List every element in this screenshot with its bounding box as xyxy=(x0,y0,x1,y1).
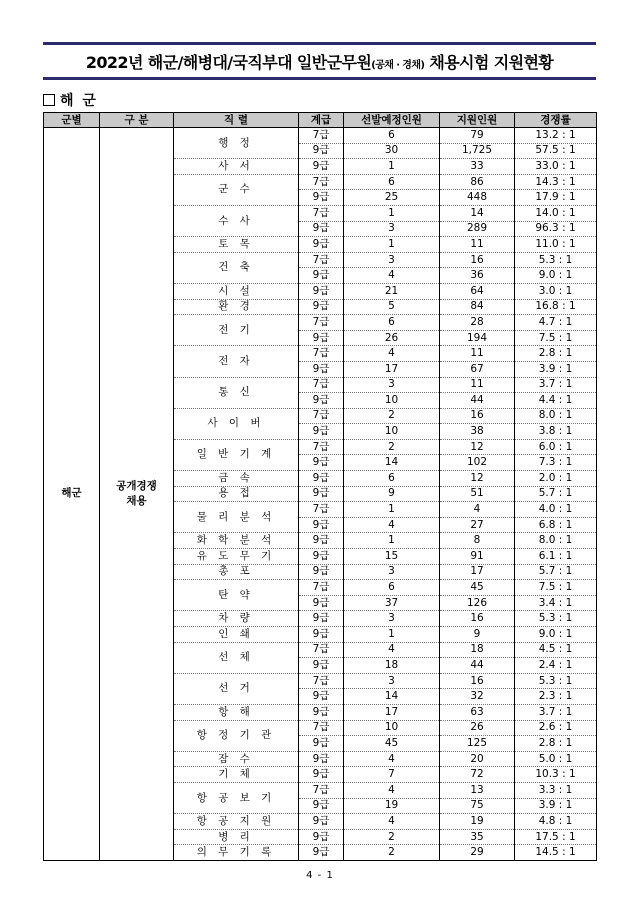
grade-cell: 7급 xyxy=(299,439,344,455)
title-sub: (공채 · 경채) xyxy=(371,60,425,71)
grade-cell: 9급 xyxy=(299,361,344,377)
applicants-cell: 20 xyxy=(440,751,515,767)
job-cell: 건 축 xyxy=(174,252,299,283)
ratio-cell: 3.9 : 1 xyxy=(515,798,597,814)
ratio-cell: 14.3 : 1 xyxy=(515,174,597,190)
planned-cell: 3 xyxy=(344,564,440,580)
grade-cell: 7급 xyxy=(299,720,344,736)
planned-cell: 4 xyxy=(344,751,440,767)
planned-cell: 3 xyxy=(344,377,440,393)
planned-cell: 9 xyxy=(344,486,440,502)
planned-cell: 1 xyxy=(344,159,440,175)
ratio-cell: 13.2 : 1 xyxy=(515,128,597,144)
job-cell: 행 정 xyxy=(174,128,299,159)
planned-cell: 10 xyxy=(344,393,440,409)
grade-cell: 9급 xyxy=(299,330,344,346)
grade-cell: 9급 xyxy=(299,424,344,440)
applicants-cell: 91 xyxy=(440,549,515,565)
page-title xyxy=(43,50,596,73)
header-planned: 선발예정인원 xyxy=(344,113,440,128)
job-cell: 금 속 xyxy=(174,471,299,487)
planned-cell: 10 xyxy=(344,720,440,736)
grade-cell: 9급 xyxy=(299,237,344,253)
applicants-cell: 33 xyxy=(440,159,515,175)
job-cell: 환 경 xyxy=(174,299,299,315)
section-title: 해 군 xyxy=(60,93,98,109)
planned-cell: 4 xyxy=(344,346,440,362)
planned-cell: 15 xyxy=(344,549,440,565)
table-body xyxy=(44,128,597,861)
grade-cell: 9급 xyxy=(299,845,344,861)
applicants-cell: 36 xyxy=(440,268,515,284)
ratio-cell: 4.0 : 1 xyxy=(515,502,597,518)
grade-cell: 9급 xyxy=(299,611,344,627)
applicants-cell: 17 xyxy=(440,564,515,580)
ratio-cell: 4.7 : 1 xyxy=(515,315,597,331)
ratio-cell: 5.3 : 1 xyxy=(515,611,597,627)
applicants-cell: 28 xyxy=(440,315,515,331)
applicants-cell: 63 xyxy=(440,704,515,720)
job-cell: 시 설 xyxy=(174,283,299,299)
job-cell: 항 정 기 관 xyxy=(174,720,299,751)
grade-cell: 9급 xyxy=(299,689,344,705)
header-job: 직 렬 xyxy=(174,113,299,128)
applicants-cell: 11 xyxy=(440,237,515,253)
grade-cell: 9급 xyxy=(299,767,344,783)
job-cell: 차 량 xyxy=(174,611,299,627)
category-line-2: 채용 xyxy=(126,494,147,507)
ratio-cell: 6.8 : 1 xyxy=(515,517,597,533)
ratio-cell: 3.9 : 1 xyxy=(515,361,597,377)
grade-cell: 7급 xyxy=(299,377,344,393)
ratio-cell: 3.8 : 1 xyxy=(515,424,597,440)
applicants-cell: 19 xyxy=(440,814,515,830)
ratio-cell: 16.8 : 1 xyxy=(515,299,597,315)
ratio-cell: 5.7 : 1 xyxy=(515,486,597,502)
job-cell: 잠 수 xyxy=(174,751,299,767)
applicants-cell: 1,725 xyxy=(440,143,515,159)
grade-cell: 9급 xyxy=(299,486,344,502)
job-cell: 탄 약 xyxy=(174,580,299,611)
grade-cell: 7급 xyxy=(299,252,344,268)
grade-cell: 9급 xyxy=(299,549,344,565)
ratio-cell: 33.0 : 1 xyxy=(515,159,597,175)
job-cell: 항 공 보 기 xyxy=(174,782,299,813)
ratio-cell: 4.8 : 1 xyxy=(515,814,597,830)
title-main-left: 2022년 해군/해병대/국직부대 일반군무원 xyxy=(85,53,372,72)
grade-cell: 9급 xyxy=(299,455,344,471)
grade-cell: 7급 xyxy=(299,315,344,331)
planned-cell: 14 xyxy=(344,455,440,471)
ratio-cell: 5.3 : 1 xyxy=(515,252,597,268)
applicants-cell: 194 xyxy=(440,330,515,346)
ratio-cell: 6.0 : 1 xyxy=(515,439,597,455)
applicants-cell: 13 xyxy=(440,782,515,798)
job-cell: 선 거 xyxy=(174,673,299,704)
title-main-right: 채용시험 지원현황 xyxy=(424,53,554,72)
grade-cell: 9급 xyxy=(299,595,344,611)
ratio-cell: 7.3 : 1 xyxy=(515,455,597,471)
ratio-cell: 2.4 : 1 xyxy=(515,658,597,674)
ratio-cell: 17.5 : 1 xyxy=(515,829,597,845)
applicants-cell: 26 xyxy=(440,720,515,736)
applicants-cell: 16 xyxy=(440,408,515,424)
planned-cell: 4 xyxy=(344,642,440,658)
applicants-cell: 16 xyxy=(440,611,515,627)
ratio-cell: 17.9 : 1 xyxy=(515,190,597,206)
applicants-cell: 102 xyxy=(440,455,515,471)
job-cell: 화 학 분 석 xyxy=(174,533,299,549)
ratio-cell: 2.3 : 1 xyxy=(515,689,597,705)
grade-cell: 7급 xyxy=(299,128,344,144)
grade-cell: 9급 xyxy=(299,299,344,315)
planned-cell: 4 xyxy=(344,268,440,284)
job-cell: 일 반 기 계 xyxy=(174,439,299,470)
applicants-cell: 14 xyxy=(440,205,515,221)
applicants-cell: 38 xyxy=(440,424,515,440)
ratio-cell: 3.3 : 1 xyxy=(515,782,597,798)
planned-cell: 6 xyxy=(344,315,440,331)
grade-cell: 7급 xyxy=(299,174,344,190)
job-cell: 병 리 xyxy=(174,829,299,845)
ratio-cell: 2.8 : 1 xyxy=(515,736,597,752)
header-ratio: 경쟁률 xyxy=(515,113,597,128)
planned-cell: 45 xyxy=(344,736,440,752)
grade-cell: 9급 xyxy=(299,829,344,845)
grade-cell: 7급 xyxy=(299,642,344,658)
ratio-cell: 4.5 : 1 xyxy=(515,642,597,658)
applicants-cell: 45 xyxy=(440,580,515,596)
planned-cell: 3 xyxy=(344,673,440,689)
section-heading xyxy=(43,90,98,110)
applicants-cell: 9 xyxy=(440,627,515,643)
grade-cell: 9급 xyxy=(299,159,344,175)
ratio-cell: 11.0 : 1 xyxy=(515,237,597,253)
grade-cell: 9급 xyxy=(299,627,344,643)
grade-cell: 9급 xyxy=(299,736,344,752)
ratio-cell: 5.0 : 1 xyxy=(515,751,597,767)
planned-cell: 5 xyxy=(344,299,440,315)
grade-cell: 9급 xyxy=(299,751,344,767)
job-cell: 사 이 버 xyxy=(174,408,299,439)
header-applicants: 지원인원 xyxy=(440,113,515,128)
planned-cell: 6 xyxy=(344,580,440,596)
ratio-cell: 4.4 : 1 xyxy=(515,393,597,409)
applicants-cell: 29 xyxy=(440,845,515,861)
planned-cell: 1 xyxy=(344,627,440,643)
applicants-cell: 67 xyxy=(440,361,515,377)
job-cell: 인 쇄 xyxy=(174,627,299,643)
applicants-cell: 79 xyxy=(440,128,515,144)
grade-cell: 9급 xyxy=(299,190,344,206)
applicants-cell: 11 xyxy=(440,377,515,393)
top-rule xyxy=(43,42,596,45)
job-cell: 토 목 xyxy=(174,237,299,253)
job-cell: 기 체 xyxy=(174,767,299,783)
applicant-table xyxy=(43,112,597,861)
grade-cell: 9급 xyxy=(299,268,344,284)
title-underline xyxy=(43,77,596,80)
table-header-row xyxy=(44,113,597,128)
grade-cell: 9급 xyxy=(299,533,344,549)
ratio-cell: 3.7 : 1 xyxy=(515,704,597,720)
job-cell: 의 무 기 록 xyxy=(174,845,299,861)
job-cell: 항 공 지 원 xyxy=(174,814,299,830)
grade-cell: 7급 xyxy=(299,502,344,518)
category-line-1: 공개경쟁 xyxy=(116,479,157,492)
branch-cell: 해군 xyxy=(44,128,100,861)
planned-cell: 6 xyxy=(344,471,440,487)
job-cell: 통 신 xyxy=(174,377,299,408)
ratio-cell: 7.5 : 1 xyxy=(515,330,597,346)
planned-cell: 10 xyxy=(344,424,440,440)
applicants-cell: 12 xyxy=(440,439,515,455)
applicants-cell: 75 xyxy=(440,798,515,814)
planned-cell: 14 xyxy=(344,689,440,705)
category-cell xyxy=(100,128,174,861)
grade-cell: 9급 xyxy=(299,393,344,409)
applicants-cell: 32 xyxy=(440,689,515,705)
applicants-cell: 16 xyxy=(440,673,515,689)
planned-cell: 3 xyxy=(344,221,440,237)
grade-cell: 9급 xyxy=(299,564,344,580)
planned-cell: 21 xyxy=(344,283,440,299)
ratio-cell: 57.5 : 1 xyxy=(515,143,597,159)
grade-cell: 9급 xyxy=(299,517,344,533)
grade-cell: 7급 xyxy=(299,782,344,798)
applicants-cell: 27 xyxy=(440,517,515,533)
applicants-cell: 72 xyxy=(440,767,515,783)
job-cell: 용 접 xyxy=(174,486,299,502)
applicants-cell: 126 xyxy=(440,595,515,611)
applicants-cell: 84 xyxy=(440,299,515,315)
applicants-cell: 11 xyxy=(440,346,515,362)
grade-cell: 7급 xyxy=(299,205,344,221)
planned-cell: 26 xyxy=(344,330,440,346)
ratio-cell: 9.0 : 1 xyxy=(515,627,597,643)
planned-cell: 1 xyxy=(344,533,440,549)
grade-cell: 9급 xyxy=(299,658,344,674)
applicants-cell: 289 xyxy=(440,221,515,237)
ratio-cell: 14.0 : 1 xyxy=(515,205,597,221)
job-cell: 전 자 xyxy=(174,346,299,377)
planned-cell: 6 xyxy=(344,174,440,190)
applicants-cell: 12 xyxy=(440,471,515,487)
applicants-cell: 8 xyxy=(440,533,515,549)
job-cell: 선 체 xyxy=(174,642,299,673)
planned-cell: 7 xyxy=(344,767,440,783)
applicants-cell: 125 xyxy=(440,736,515,752)
grade-cell: 9급 xyxy=(299,704,344,720)
ratio-cell: 9.0 : 1 xyxy=(515,268,597,284)
applicants-cell: 44 xyxy=(440,393,515,409)
planned-cell: 6 xyxy=(344,128,440,144)
planned-cell: 30 xyxy=(344,143,440,159)
ratio-cell: 8.0 : 1 xyxy=(515,408,597,424)
applicants-cell: 16 xyxy=(440,252,515,268)
job-cell: 전 기 xyxy=(174,315,299,346)
ratio-cell: 2.6 : 1 xyxy=(515,720,597,736)
grade-cell: 9급 xyxy=(299,221,344,237)
grade-cell: 7급 xyxy=(299,408,344,424)
ratio-cell: 2.0 : 1 xyxy=(515,471,597,487)
planned-cell: 3 xyxy=(344,611,440,627)
applicants-cell: 44 xyxy=(440,658,515,674)
planned-cell: 1 xyxy=(344,237,440,253)
ratio-cell: 10.3 : 1 xyxy=(515,767,597,783)
applicants-cell: 448 xyxy=(440,190,515,206)
grade-cell: 9급 xyxy=(299,471,344,487)
planned-cell: 1 xyxy=(344,502,440,518)
grade-cell: 7급 xyxy=(299,673,344,689)
applicants-cell: 4 xyxy=(440,502,515,518)
grade-cell: 9급 xyxy=(299,283,344,299)
planned-cell: 19 xyxy=(344,798,440,814)
planned-cell: 25 xyxy=(344,190,440,206)
planned-cell: 17 xyxy=(344,704,440,720)
grade-cell: 7급 xyxy=(299,580,344,596)
planned-cell: 4 xyxy=(344,782,440,798)
job-cell: 물 리 분 석 xyxy=(174,502,299,533)
applicants-cell: 51 xyxy=(440,486,515,502)
job-cell: 총 포 xyxy=(174,564,299,580)
planned-cell: 2 xyxy=(344,439,440,455)
job-cell: 군 수 xyxy=(174,174,299,205)
planned-cell: 17 xyxy=(344,361,440,377)
ratio-cell: 2.8 : 1 xyxy=(515,346,597,362)
job-cell: 수 사 xyxy=(174,205,299,236)
job-cell: 항 해 xyxy=(174,704,299,720)
ratio-cell: 14.5 : 1 xyxy=(515,845,597,861)
header-category: 구 분 xyxy=(100,113,174,128)
table-row xyxy=(44,128,597,144)
applicants-cell: 18 xyxy=(440,642,515,658)
planned-cell: 2 xyxy=(344,845,440,861)
checkbox-square-icon xyxy=(43,94,55,106)
grade-cell: 7급 xyxy=(299,346,344,362)
ratio-cell: 3.0 : 1 xyxy=(515,283,597,299)
ratio-cell: 6.1 : 1 xyxy=(515,549,597,565)
planned-cell: 1 xyxy=(344,205,440,221)
ratio-cell: 8.0 : 1 xyxy=(515,533,597,549)
ratio-cell: 5.7 : 1 xyxy=(515,564,597,580)
grade-cell: 9급 xyxy=(299,814,344,830)
header-grade: 계급 xyxy=(299,113,344,128)
planned-cell: 4 xyxy=(344,814,440,830)
planned-cell: 2 xyxy=(344,408,440,424)
ratio-cell: 5.3 : 1 xyxy=(515,673,597,689)
applicants-cell: 86 xyxy=(440,174,515,190)
ratio-cell: 96.3 : 1 xyxy=(515,221,597,237)
ratio-cell: 3.4 : 1 xyxy=(515,595,597,611)
planned-cell: 37 xyxy=(344,595,440,611)
header-branch: 군별 xyxy=(44,113,100,128)
applicants-cell: 35 xyxy=(440,829,515,845)
job-cell: 사 서 xyxy=(174,159,299,175)
grade-cell: 9급 xyxy=(299,143,344,159)
planned-cell: 4 xyxy=(344,517,440,533)
ratio-cell: 3.7 : 1 xyxy=(515,377,597,393)
applicants-cell: 64 xyxy=(440,283,515,299)
job-cell: 유 도 무 기 xyxy=(174,549,299,565)
grade-cell: 9급 xyxy=(299,798,344,814)
planned-cell: 2 xyxy=(344,829,440,845)
page-number: 4 - 1 xyxy=(306,870,334,881)
planned-cell: 18 xyxy=(344,658,440,674)
planned-cell: 3 xyxy=(344,252,440,268)
ratio-cell: 7.5 : 1 xyxy=(515,580,597,596)
